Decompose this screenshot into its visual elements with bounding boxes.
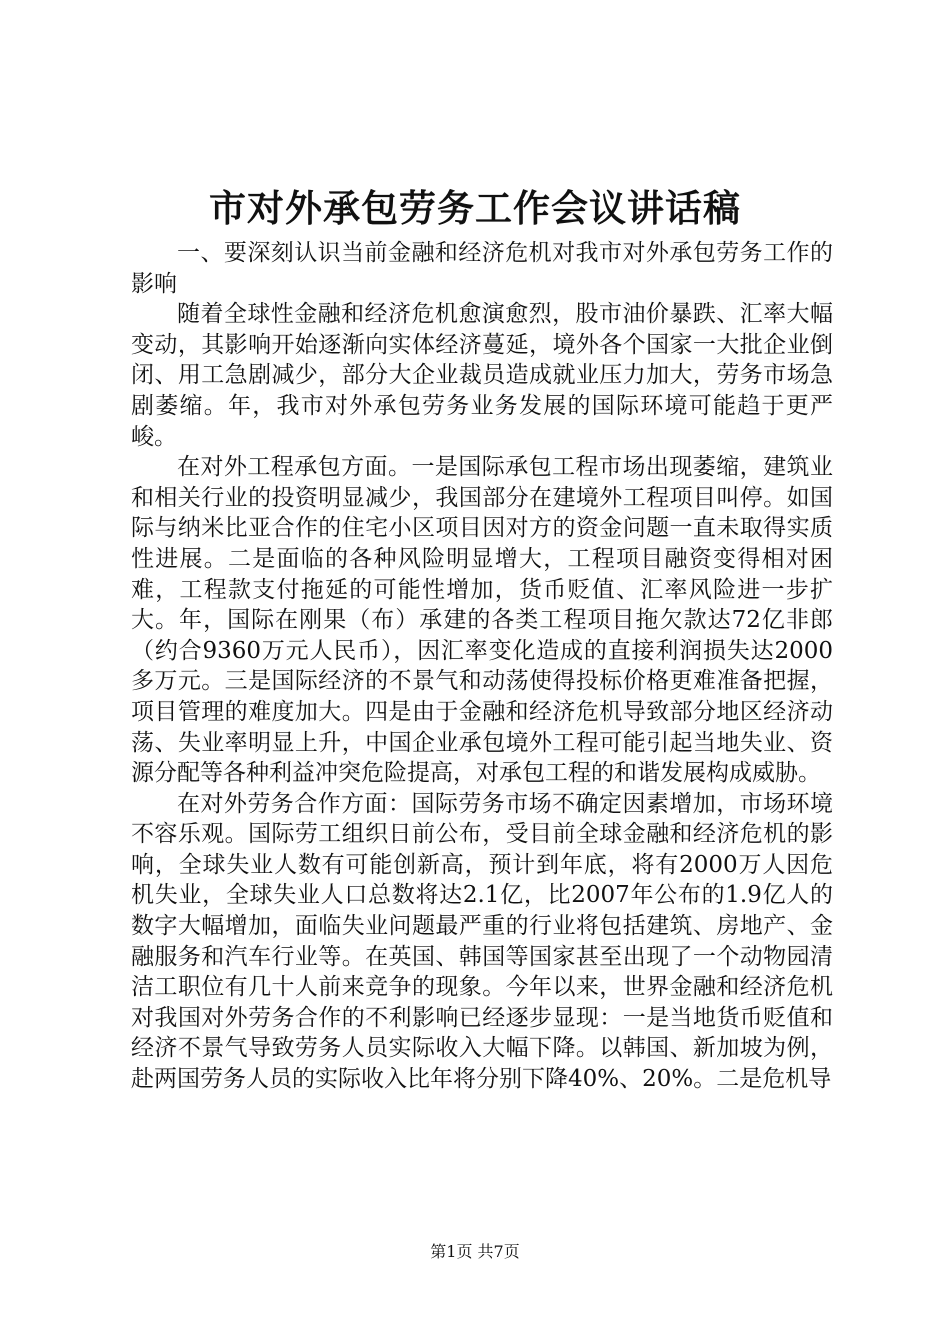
document-body	[131, 238, 833, 1095]
paragraph: 在对外工程承包方面。一是国际承包工程市场出现萎缩，建筑业和相关行业的投资明显减少，我国部分在建境外工程项目叫停。如国际与纳米比亚合作的住宅小区项目因对方的资金问题一直未取得实质性进展。二是面临的各种风险明显增大，工程项目融资变得相对困难，工程款支付拖延的可能性增加，货币贬值、汇率风险进一步扩大。年，国际在刚果（布）承建的各类工程项目拖欠款达72亿非郎（约合9360万元人民币），因汇率变化造成的直接利润损失达2000多万元。三是国际经济的不景气和动荡使得投标价格更难准备把握，项目管理的难度加大。四是由于金融和经济危机导致部分地区经济动荡、失业率明显上升，中国企业承包境外工程可能引起当地失业、资源分配等各种利益冲突危险提高，对承包工程的和谐发展构成威胁。	[131, 454, 833, 787]
paragraph: 随着全球性金融和经济危机愈演愈烈，股市油价暴跌、汇率大幅变动，其影响开始逐渐向实体经济蔓延，境外各个国家一大批企业倒闭、用工急剧减少，部分大企业裁员造成就业压力加大，劳务市场急剧萎缩。年，我市对外承包劳务业务发展的国际环境可能趋于更严峻。	[131, 301, 833, 450]
page-number-footer: 第1页 共7页	[430, 1242, 520, 1261]
document-title: 市对外承包劳务工作会议讲话稿	[209, 186, 741, 230]
paragraph: 在对外劳务合作方面：国际劳务市场不确定因素增加，市场环境不容乐观。国际劳工组织日前公布，受目前全球金融和经济危机的影响，全球失业人数有可能创新高，预计到年底，将有2000万人因危机失业，全球失业人口总数将达2.1亿，比2007年公布的1.9亿人的数字大幅增加，面临失业问题最严重的行业将包括建筑、房地产、金融服务和汽车行业等。在英国、韩国等国家甚至出现了一个动物园清洁工职位有几十人前来竞争的现象。今年以来，世界金融和经济危机对我国对外劳务合作的不利影响已经逐步显现：一是当地货币贬值和经济不景气导致劳务人员实际收入大幅下降。以韩国、新加坡为例，赴两国劳务人员的实际收入比年将分别下降40%、20%。二是危机导	[131, 790, 833, 1093]
section-heading: 一、要深刻认识当前金融和经济危机对我市对外承包劳务工作的影响	[131, 240, 833, 297]
